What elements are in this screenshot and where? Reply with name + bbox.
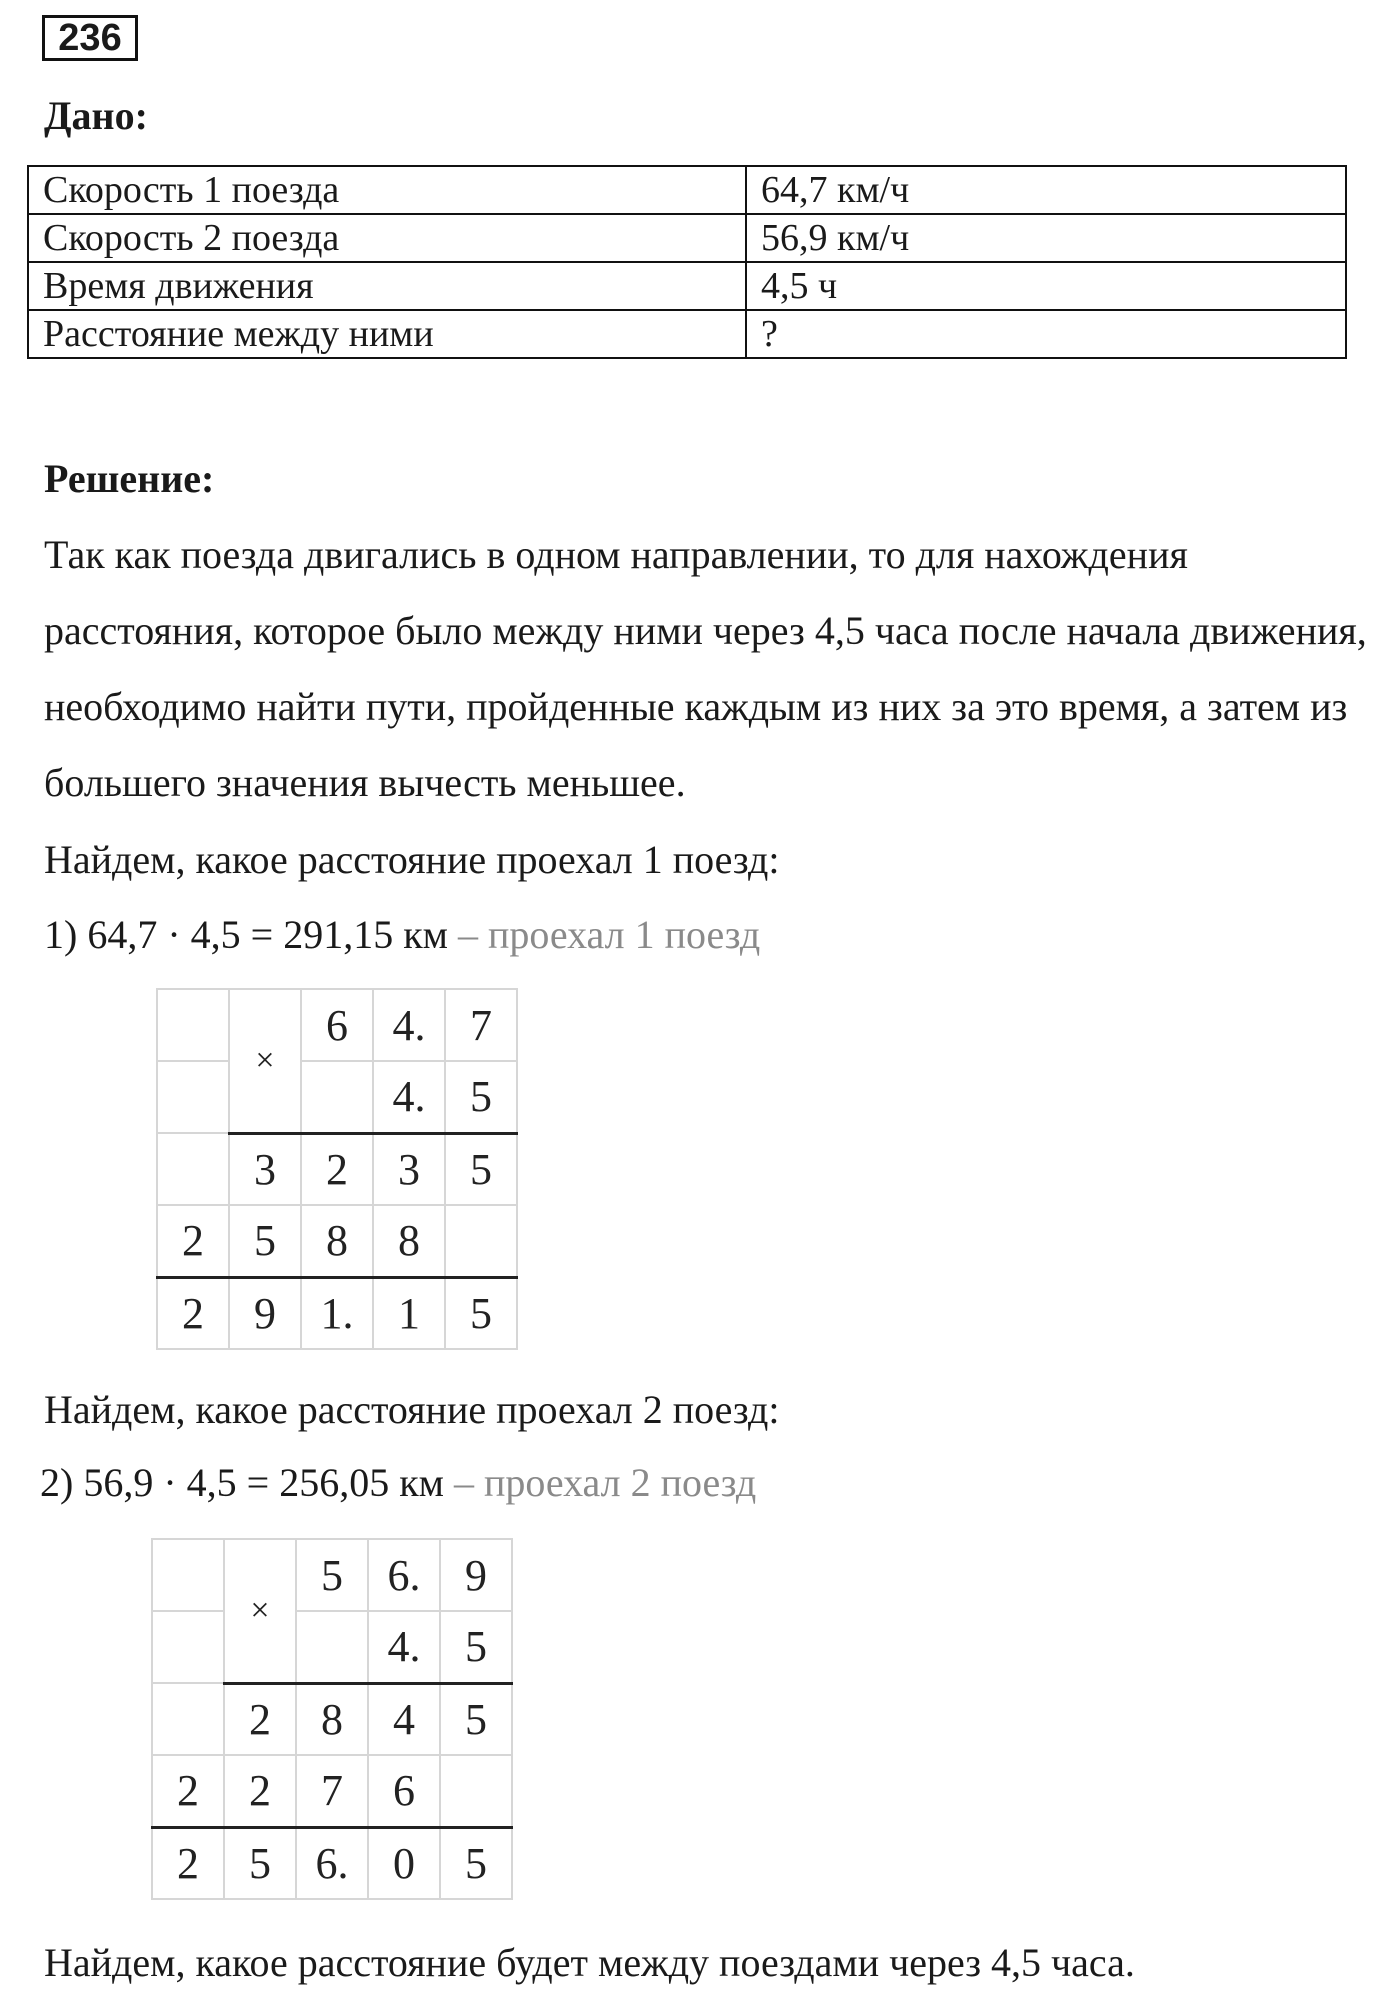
grid-cell: 2 bbox=[301, 1133, 373, 1205]
grid-cell: 6 bbox=[368, 1755, 440, 1827]
grid-cell: 4. bbox=[373, 1061, 445, 1133]
solution-heading: Решение: bbox=[44, 456, 215, 501]
grid-cell: 5 bbox=[445, 1277, 517, 1349]
grid-row bbox=[157, 1133, 517, 1205]
grid-cell: 2 bbox=[224, 1683, 296, 1755]
grid-cell: 2 bbox=[224, 1755, 296, 1827]
given-label: Время движения bbox=[28, 262, 746, 310]
grid-row bbox=[152, 1539, 512, 1611]
step1-note: – проехал 1 поезд bbox=[457, 912, 761, 957]
given-label: Расстояние между ними bbox=[28, 310, 746, 358]
step1-equation bbox=[44, 910, 760, 960]
grid-cell: 2 bbox=[152, 1827, 224, 1899]
step2-note: – проехал 2 поезд bbox=[453, 1460, 757, 1505]
grid-cell: 2 bbox=[152, 1755, 224, 1827]
grid-row bbox=[157, 1061, 517, 1133]
given-label: Скорость 2 поезда bbox=[28, 214, 746, 262]
grid-cell: 4 bbox=[368, 1683, 440, 1755]
grid-cell: 9 bbox=[229, 1277, 301, 1349]
grid-cell: 7 bbox=[296, 1755, 368, 1827]
solution-intro: Так как поезда двигались в одном направлении, то для нахождения расстояния, которое было между ними через 4,5 часа после начала движения, необходимо найти пути, пройденные каждым из них за это время, а затем из большего значения вычесть меньшее. bbox=[44, 532, 1367, 805]
grid-cell: 0 bbox=[368, 1827, 440, 1899]
grid-cell: 9 bbox=[440, 1539, 512, 1611]
grid-cell bbox=[152, 1611, 224, 1683]
grid-row bbox=[157, 1205, 517, 1277]
given-value: ? bbox=[746, 310, 1346, 358]
step2-text: Найдем, какое расстояние проехал 2 поезд: bbox=[44, 1387, 780, 1432]
grid-cell: 4. bbox=[368, 1611, 440, 1683]
step2-eq: 2) 56,9 · 4,5 = 256,05 км bbox=[40, 1460, 444, 1505]
given-heading: Дано: bbox=[44, 93, 148, 138]
grid-cell bbox=[440, 1755, 512, 1827]
grid-row bbox=[157, 1277, 517, 1349]
grid-row bbox=[157, 989, 517, 1061]
step3-text: Найдем, какое расстояние будет между поездами через 4,5 часа. bbox=[44, 1940, 1135, 1985]
grid-cell bbox=[152, 1683, 224, 1755]
grid-cell bbox=[157, 1133, 229, 1205]
grid-row bbox=[152, 1611, 512, 1683]
grid-cell: 5 bbox=[445, 1133, 517, 1205]
problem-number: 236 bbox=[42, 15, 138, 61]
grid-cell: 1 bbox=[373, 1277, 445, 1349]
grid-cell: 5 bbox=[224, 1827, 296, 1899]
given-value: 56,9 км/ч bbox=[746, 214, 1346, 262]
grid-cell: 5 bbox=[440, 1611, 512, 1683]
grid-cell: 6. bbox=[368, 1539, 440, 1611]
grid-cell bbox=[157, 1061, 229, 1133]
grid-cell: 5 bbox=[440, 1683, 512, 1755]
grid-cell: 3 bbox=[373, 1133, 445, 1205]
multiplication-grid-2 bbox=[151, 1538, 513, 1900]
grid-cell: 2 bbox=[157, 1205, 229, 1277]
grid-cell: 8 bbox=[296, 1683, 368, 1755]
grid-cell bbox=[157, 989, 229, 1061]
grid-cell: 7 bbox=[445, 989, 517, 1061]
grid-cell: 5 bbox=[296, 1539, 368, 1611]
grid-cell bbox=[301, 1061, 373, 1133]
grid-cell: 8 bbox=[373, 1205, 445, 1277]
grid-cell: 8 bbox=[301, 1205, 373, 1277]
times-sign: × bbox=[224, 1539, 296, 1683]
grid-row bbox=[152, 1683, 512, 1755]
grid-row bbox=[152, 1755, 512, 1827]
grid-cell: 6 bbox=[301, 989, 373, 1061]
grid-cell: 5 bbox=[229, 1205, 301, 1277]
grid-row bbox=[152, 1827, 512, 1899]
grid-cell: 5 bbox=[445, 1061, 517, 1133]
grid-cell: 4. bbox=[373, 989, 445, 1061]
grid-cell: 6. bbox=[296, 1827, 368, 1899]
given-value: 4,5 ч bbox=[746, 262, 1346, 310]
multiplication-grid-1 bbox=[156, 988, 518, 1350]
step1-text: Найдем, какое расстояние проехал 1 поезд: bbox=[44, 837, 780, 882]
step2-equation bbox=[40, 1458, 756, 1508]
step1-eq: 1) 64,7 · 4,5 = 291,15 км bbox=[44, 912, 448, 957]
times-sign: × bbox=[229, 989, 301, 1133]
grid-cell: 5 bbox=[440, 1827, 512, 1899]
given-table bbox=[27, 165, 1347, 359]
given-value: 64,7 км/ч bbox=[746, 166, 1346, 214]
grid-cell: 1. bbox=[301, 1277, 373, 1349]
grid-cell bbox=[296, 1611, 368, 1683]
table-row bbox=[28, 166, 1346, 214]
table-row bbox=[28, 214, 1346, 262]
grid-cell: 3 bbox=[229, 1133, 301, 1205]
given-label: Скорость 1 поезда bbox=[28, 166, 746, 214]
table-row bbox=[28, 262, 1346, 310]
grid-cell bbox=[152, 1539, 224, 1611]
table-row bbox=[28, 310, 1346, 358]
grid-cell bbox=[445, 1205, 517, 1277]
grid-cell: 2 bbox=[157, 1277, 229, 1349]
